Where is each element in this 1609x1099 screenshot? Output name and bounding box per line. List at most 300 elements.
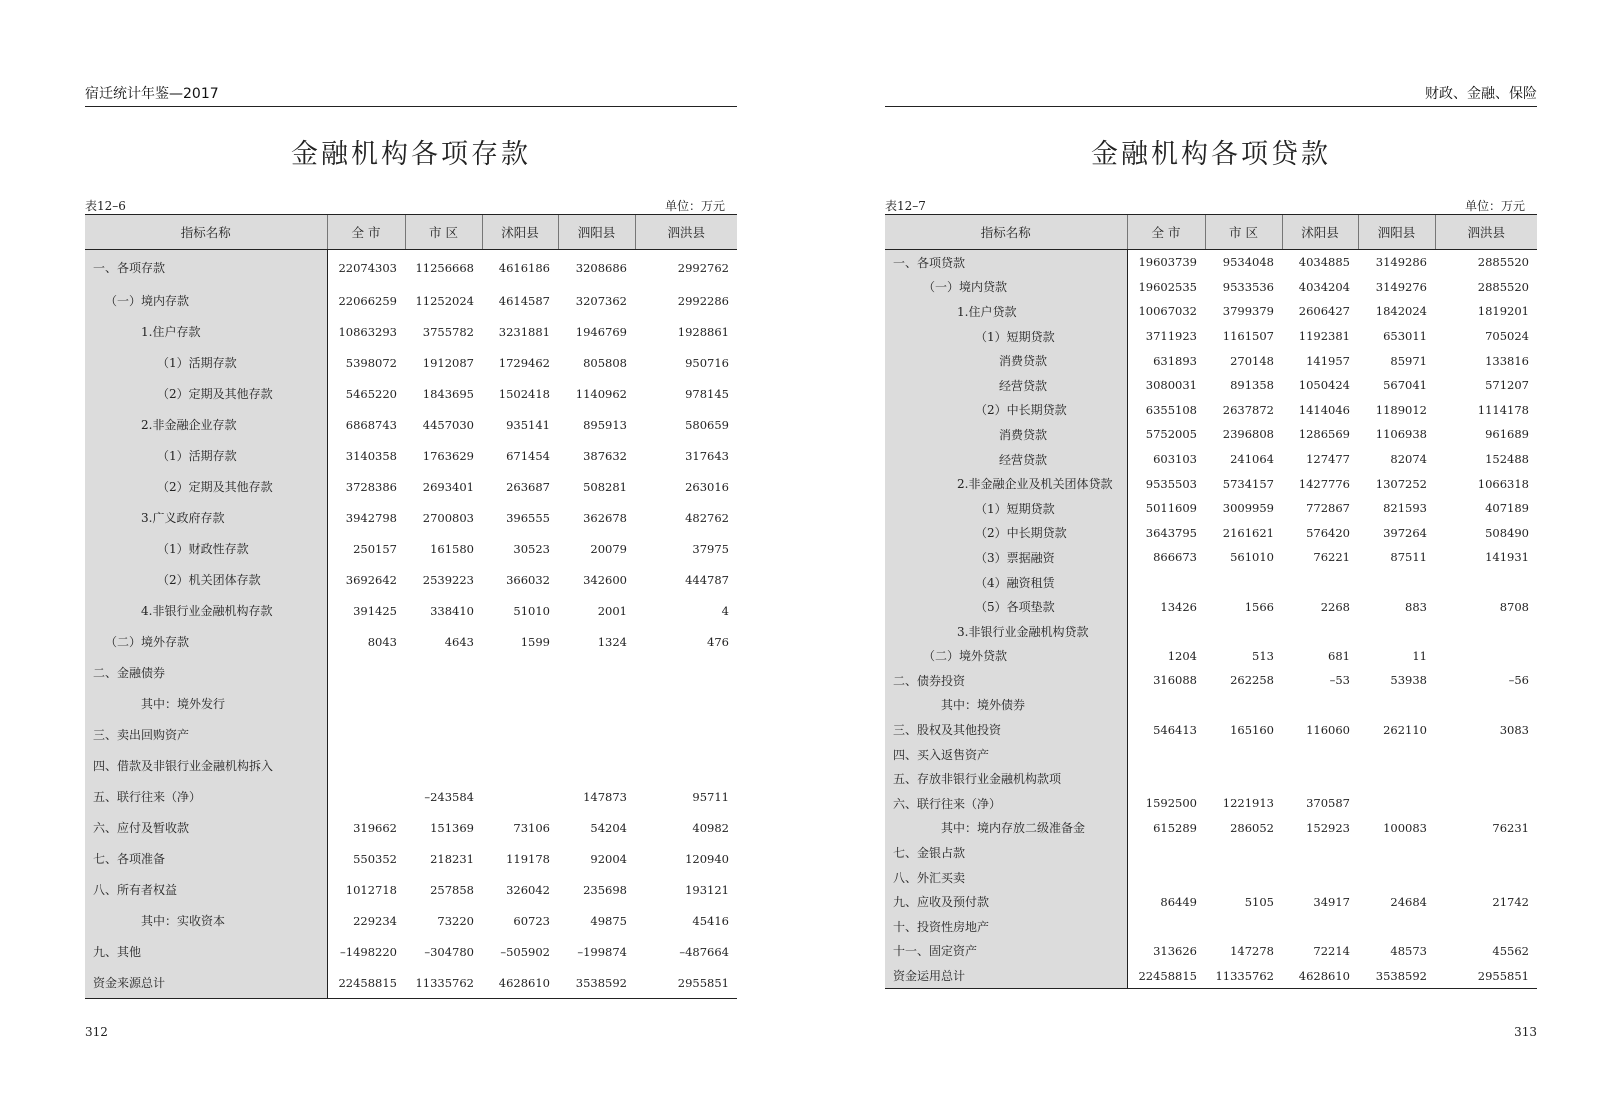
- header-column: 市 区: [1205, 215, 1282, 250]
- row-value: 4034885: [1298, 255, 1350, 270]
- row-value: 54204: [590, 820, 627, 835]
- row-value: 40982: [692, 820, 729, 835]
- row-value: 3083: [1499, 722, 1529, 737]
- row-value: 11335762: [405, 967, 482, 999]
- table-row: [885, 742, 1537, 767]
- row-value: 229234: [353, 913, 397, 928]
- row-value: 76231: [1492, 820, 1529, 835]
- row-value: [1127, 693, 1205, 718]
- row-value: –1498220: [340, 944, 397, 959]
- row-value: [1282, 742, 1358, 767]
- row-value: 4628610: [482, 967, 558, 999]
- row-label: 1.住户贷款: [885, 299, 1127, 324]
- table-header-row: [85, 215, 737, 250]
- row-value: 603103: [1153, 452, 1197, 467]
- row-value: –505902: [500, 944, 550, 959]
- row-value: 1161507: [1222, 329, 1274, 344]
- row-value: [1282, 570, 1358, 595]
- row-value: 895913: [583, 417, 627, 432]
- table-row: [885, 250, 1537, 275]
- row-value: 235698: [583, 882, 627, 897]
- row-value: 2700803: [422, 510, 474, 525]
- row-label: 经营贷款: [885, 447, 1127, 472]
- table-row: [885, 496, 1537, 521]
- row-label: 3.非银行业金融机构贷款: [885, 619, 1127, 644]
- row-value: 95711: [692, 789, 729, 804]
- row-label: 2.非金融企业及机关团体贷款: [885, 471, 1127, 496]
- table-number: 表12–7: [885, 199, 926, 213]
- row-value: 3140358: [345, 448, 397, 463]
- row-label: 4.非银行业金融机构存款: [85, 595, 327, 626]
- row-value: [558, 750, 635, 781]
- table-row: [85, 440, 737, 471]
- row-value: 72214: [1313, 943, 1350, 958]
- row-value: –199874: [577, 944, 627, 959]
- row-value: 87511: [1390, 550, 1427, 565]
- table-row: [885, 422, 1537, 447]
- row-value: 2161621: [1222, 525, 1274, 540]
- running-head-text: 宿迁统计年鉴—2017: [85, 86, 219, 102]
- row-value: 37975: [692, 541, 729, 556]
- row-value: 326042: [506, 882, 550, 897]
- table-row: [885, 447, 1537, 472]
- row-label: 一、各项贷款: [885, 250, 1127, 275]
- deposits-table: [85, 214, 737, 999]
- table-row: [885, 299, 1537, 324]
- row-value: 49875: [590, 913, 627, 928]
- row-label: 三、股权及其他投资: [885, 717, 1127, 742]
- table-row: [885, 373, 1537, 398]
- row-value: [405, 657, 482, 688]
- row-value: 366032: [506, 572, 550, 587]
- row-label: 六、应付及暂收款: [85, 812, 327, 843]
- table-meta-right: [885, 197, 1537, 213]
- row-value: 262258: [1230, 673, 1274, 688]
- row-value: 10863293: [338, 324, 397, 339]
- table-row: [85, 657, 737, 688]
- table-row: [85, 595, 737, 626]
- row-value: 100083: [1383, 820, 1427, 835]
- table-title-loans: 金融机构各项贷款: [1091, 139, 1331, 170]
- row-value: 133816: [1485, 353, 1529, 368]
- row-value: 9535503: [1145, 476, 1197, 491]
- row-value: 152923: [1306, 820, 1350, 835]
- row-value: [1127, 865, 1205, 890]
- row-value: 8708: [1499, 599, 1529, 614]
- row-label: （1）活期存款: [85, 440, 327, 471]
- table-row: [885, 840, 1537, 865]
- row-value: [635, 688, 737, 719]
- table-row: [885, 914, 1537, 939]
- row-value: 141957: [1306, 353, 1350, 368]
- row-value: 681: [1328, 648, 1350, 663]
- row-value: [327, 688, 405, 719]
- row-value: 5398072: [345, 355, 397, 370]
- table-row: [885, 717, 1537, 742]
- row-value: 1566: [1244, 599, 1274, 614]
- row-value: 935141: [506, 417, 550, 432]
- row-label: 四、买入返售资产: [885, 742, 1127, 767]
- row-label: 四、借款及非银行业金融机构拆入: [85, 750, 327, 781]
- row-label: 其中：实收资本: [85, 905, 327, 936]
- row-value: 262110: [1383, 722, 1427, 737]
- table-number: 表12–6: [85, 199, 126, 213]
- row-value: 1012718: [345, 882, 397, 897]
- table-unit: 单位：万元: [1464, 199, 1525, 213]
- row-value: 8043: [367, 634, 397, 649]
- row-value: 615289: [1153, 820, 1197, 835]
- row-value: 286052: [1230, 820, 1274, 835]
- row-value: 161580: [430, 541, 474, 556]
- row-value: 152488: [1485, 452, 1529, 467]
- row-value: 653011: [1383, 329, 1427, 344]
- row-label: 资金来源总计: [85, 967, 327, 999]
- loans-table: [885, 214, 1537, 989]
- row-value: 3755782: [422, 324, 474, 339]
- row-value: 2637872: [1222, 402, 1274, 417]
- row-value: [327, 750, 405, 781]
- table-row: [885, 594, 1537, 619]
- table-row: [85, 905, 737, 936]
- row-value: 3799379: [1222, 304, 1274, 319]
- table-row: [885, 471, 1537, 496]
- table-row: [85, 812, 737, 843]
- row-value: 9533536: [1222, 279, 1274, 294]
- row-value: [558, 719, 635, 750]
- row-value: 576420: [1306, 525, 1350, 540]
- running-head-text: 财政、金融、保险: [1425, 86, 1537, 102]
- row-value: 5752005: [1145, 427, 1197, 442]
- row-value: 319662: [353, 820, 397, 835]
- row-value: [1358, 840, 1435, 865]
- table-row: [885, 275, 1537, 300]
- row-value: [1282, 914, 1358, 939]
- row-value: [1435, 766, 1537, 791]
- row-value: 342600: [583, 572, 627, 587]
- page-number-left: 312: [85, 1025, 108, 1039]
- row-value: [1282, 619, 1358, 644]
- row-value: [635, 750, 737, 781]
- row-value: 6355108: [1145, 402, 1197, 417]
- row-value: 30523: [513, 541, 550, 556]
- row-value: 2539223: [422, 572, 474, 587]
- header-column: 泗阳县: [558, 215, 635, 250]
- row-value: 2885520: [1477, 255, 1529, 270]
- row-value: 316088: [1153, 673, 1197, 688]
- row-value: [1205, 693, 1282, 718]
- row-label: 八、外汇买卖: [885, 865, 1127, 890]
- row-value: 92004: [590, 851, 627, 866]
- row-value: [405, 688, 482, 719]
- row-value: 20079: [590, 541, 627, 556]
- row-value: 978145: [685, 386, 729, 401]
- table-row: [885, 791, 1537, 816]
- table-unit: 单位：万元: [664, 199, 725, 213]
- row-value: 3231881: [498, 324, 550, 339]
- header-column: 泗阳县: [1358, 215, 1435, 250]
- row-label: 其中：境内存放二级准备金: [885, 816, 1127, 841]
- table-row: [885, 398, 1537, 423]
- row-value: [1435, 619, 1537, 644]
- row-value: [482, 750, 558, 781]
- row-label: 消费贷款: [885, 348, 1127, 373]
- row-value: 3149286: [1375, 255, 1427, 270]
- row-label: 消费贷款: [885, 422, 1127, 447]
- table-row: [85, 316, 737, 347]
- row-value: 6868743: [345, 417, 397, 432]
- row-value: 1842024: [1375, 304, 1427, 319]
- row-value: 193121: [685, 882, 729, 897]
- row-value: [1127, 570, 1205, 595]
- header-indicator-name: 指标名称: [85, 215, 327, 250]
- table-row: [885, 570, 1537, 595]
- table-row: [85, 471, 737, 502]
- table-row: [885, 939, 1537, 964]
- row-value: [558, 657, 635, 688]
- row-value: [1282, 865, 1358, 890]
- running-head-right: [885, 86, 1537, 107]
- row-value: 671454: [506, 448, 550, 463]
- row-value: 147278: [1230, 943, 1274, 958]
- row-value: 705024: [1485, 329, 1529, 344]
- row-value: 387632: [583, 448, 627, 463]
- row-value: 550352: [353, 851, 397, 866]
- row-value: 338410: [430, 603, 474, 618]
- row-value: 571207: [1485, 378, 1529, 393]
- row-label: 五、存放非银行业金融机构款项: [885, 766, 1127, 791]
- row-value: 11: [1412, 648, 1427, 663]
- row-value: 5465220: [345, 386, 397, 401]
- row-value: 1050424: [1298, 378, 1350, 393]
- row-value: 546413: [1153, 722, 1197, 737]
- row-value: 805808: [583, 355, 627, 370]
- row-value: 165160: [1230, 722, 1274, 737]
- row-label: 九、其他: [85, 936, 327, 967]
- row-value: [1358, 791, 1435, 816]
- table-row: [885, 324, 1537, 349]
- row-value: 11252024: [415, 293, 474, 308]
- row-value: 5105: [1244, 894, 1274, 909]
- row-value: 120940: [685, 851, 729, 866]
- row-value: 3692642: [345, 572, 397, 587]
- row-value: 1192381: [1298, 329, 1350, 344]
- table-row: [85, 378, 737, 409]
- row-value: [1127, 619, 1205, 644]
- row-value: 73220: [437, 913, 474, 928]
- row-label: （二）境外存款: [85, 626, 327, 657]
- row-value: 45416: [692, 913, 729, 928]
- row-value: 772867: [1306, 501, 1350, 516]
- row-value: [1282, 766, 1358, 791]
- row-value: 4: [721, 603, 729, 618]
- table-row: [85, 688, 737, 719]
- row-label: 七、各项准备: [85, 843, 327, 874]
- table-row: [85, 843, 737, 874]
- table-row: [85, 502, 737, 533]
- row-value: 1946769: [575, 324, 627, 339]
- row-value: [1358, 865, 1435, 890]
- row-value: [558, 688, 635, 719]
- running-head-left: [85, 86, 737, 107]
- row-value: 51010: [513, 603, 550, 618]
- row-value: 1729462: [498, 355, 550, 370]
- row-value: [327, 719, 405, 750]
- row-value: 73106: [513, 820, 550, 835]
- row-value: 53938: [1390, 673, 1427, 688]
- table-row: [885, 963, 1537, 988]
- row-value: 1599: [520, 634, 550, 649]
- row-value: –304780: [424, 944, 474, 959]
- row-value: 22458815: [327, 967, 405, 999]
- row-value: 391425: [353, 603, 397, 618]
- row-value: 34917: [1313, 894, 1350, 909]
- row-value: [482, 719, 558, 750]
- row-value: 883: [1405, 599, 1427, 614]
- row-label: 资金运用总计: [885, 963, 1127, 988]
- row-value: 2955851: [1435, 963, 1537, 988]
- row-label: 三、卖出回购资产: [85, 719, 327, 750]
- row-value: 508281: [583, 479, 627, 494]
- row-value: 45562: [1492, 943, 1529, 958]
- row-label: 一、各项存款: [85, 250, 327, 286]
- row-value: [1358, 570, 1435, 595]
- row-label: 1.住户存款: [85, 316, 327, 347]
- row-value: [1435, 570, 1537, 595]
- row-value: 2001: [597, 603, 627, 618]
- row-value: 1189012: [1375, 402, 1427, 417]
- row-value: 3009959: [1222, 501, 1274, 516]
- row-label: 九、应收及预付款: [885, 889, 1127, 914]
- row-value: 3207362: [575, 293, 627, 308]
- header-column: 沭阳县: [1282, 215, 1358, 250]
- row-label: 十一、固定资产: [885, 939, 1127, 964]
- row-value: 263687: [506, 479, 550, 494]
- row-value: 950716: [685, 355, 729, 370]
- row-value: 2992286: [677, 293, 729, 308]
- row-value: [1205, 914, 1282, 939]
- table-header-row: [885, 215, 1537, 250]
- row-value: 86449: [1160, 894, 1197, 909]
- row-value: [1127, 742, 1205, 767]
- table-row: [85, 874, 737, 905]
- row-value: [405, 719, 482, 750]
- row-value: 4628610: [1282, 963, 1358, 988]
- row-value: 9534048: [1222, 255, 1274, 270]
- row-label: （2）机关团体存款: [85, 564, 327, 595]
- row-value: 567041: [1383, 378, 1427, 393]
- row-value: 4457030: [422, 417, 474, 432]
- table-row: [885, 693, 1537, 718]
- row-value: 1204: [1167, 648, 1197, 663]
- header-column: 全 市: [1127, 215, 1205, 250]
- row-value: 631893: [1153, 353, 1197, 368]
- row-value: [1205, 766, 1282, 791]
- row-value: 2606427: [1298, 304, 1350, 319]
- row-value: –56: [1508, 673, 1529, 688]
- table-row: [885, 644, 1537, 669]
- table-row: [85, 285, 737, 316]
- row-value: 4616186: [498, 260, 550, 275]
- row-value: 2885520: [1477, 279, 1529, 294]
- row-value: 444787: [685, 572, 729, 587]
- table-row: [885, 766, 1537, 791]
- row-value: [1205, 840, 1282, 865]
- row-value: 362678: [583, 510, 627, 525]
- row-value: [635, 657, 737, 688]
- row-value: 19603739: [1138, 255, 1197, 270]
- row-value: 1221913: [1222, 796, 1274, 811]
- row-value: 1307252: [1375, 476, 1427, 491]
- row-value: [1435, 644, 1537, 669]
- row-value: 1819201: [1477, 304, 1529, 319]
- row-value: [1205, 742, 1282, 767]
- row-value: –487664: [679, 944, 729, 959]
- table-row: [85, 533, 737, 564]
- row-value: 11335762: [1205, 963, 1282, 988]
- row-value: [327, 657, 405, 688]
- row-value: 3643795: [1145, 525, 1197, 540]
- row-value: 151369: [430, 820, 474, 835]
- table-row: [85, 936, 737, 967]
- row-label: （4）融资租赁: [885, 570, 1127, 595]
- header-column: 泗洪县: [1435, 215, 1537, 250]
- table-row: [85, 750, 737, 781]
- row-value: 127477: [1306, 452, 1350, 467]
- row-label: 八、所有者权益: [85, 874, 327, 905]
- row-value: [1282, 693, 1358, 718]
- row-value: 3149276: [1375, 279, 1427, 294]
- row-value: 1912087: [422, 355, 474, 370]
- row-value: [1127, 914, 1205, 939]
- row-value: 3080031: [1145, 378, 1197, 393]
- row-value: 476: [707, 634, 729, 649]
- table-row: [885, 521, 1537, 546]
- header-column: 泗洪县: [635, 215, 737, 250]
- row-label: 3.广义政府存款: [85, 502, 327, 533]
- row-value: 19602535: [1138, 279, 1197, 294]
- row-value: 508490: [1485, 525, 1529, 540]
- row-label: （1）活期存款: [85, 347, 327, 378]
- row-value: 1502418: [498, 386, 550, 401]
- row-value: [1358, 914, 1435, 939]
- row-value: 1928861: [677, 324, 729, 339]
- row-value: 580659: [685, 417, 729, 432]
- row-value: 407189: [1485, 501, 1529, 516]
- row-label: 2.非金融企业存款: [85, 409, 327, 440]
- row-value: 397264: [1383, 525, 1427, 540]
- row-value: 513: [1252, 648, 1274, 663]
- row-value: [1435, 742, 1537, 767]
- row-value: 4643: [444, 634, 474, 649]
- table-row: [885, 668, 1537, 693]
- row-value: 2693401: [422, 479, 474, 494]
- row-value: 1066318: [1477, 476, 1529, 491]
- row-label: 其中：境外债券: [885, 693, 1127, 718]
- row-value: 250157: [353, 541, 397, 556]
- row-value: [1127, 840, 1205, 865]
- table-row: [85, 626, 737, 657]
- row-value: 5734157: [1222, 476, 1274, 491]
- row-label: （二）境外贷款: [885, 644, 1127, 669]
- row-value: [1282, 840, 1358, 865]
- table-row: [85, 967, 737, 999]
- row-value: 119178: [506, 851, 550, 866]
- row-value: 82074: [1390, 452, 1427, 467]
- row-value: 1106938: [1375, 427, 1427, 442]
- row-value: 1427776: [1298, 476, 1350, 491]
- row-value: 313626: [1153, 943, 1197, 958]
- row-label: （3）票据融资: [885, 545, 1127, 570]
